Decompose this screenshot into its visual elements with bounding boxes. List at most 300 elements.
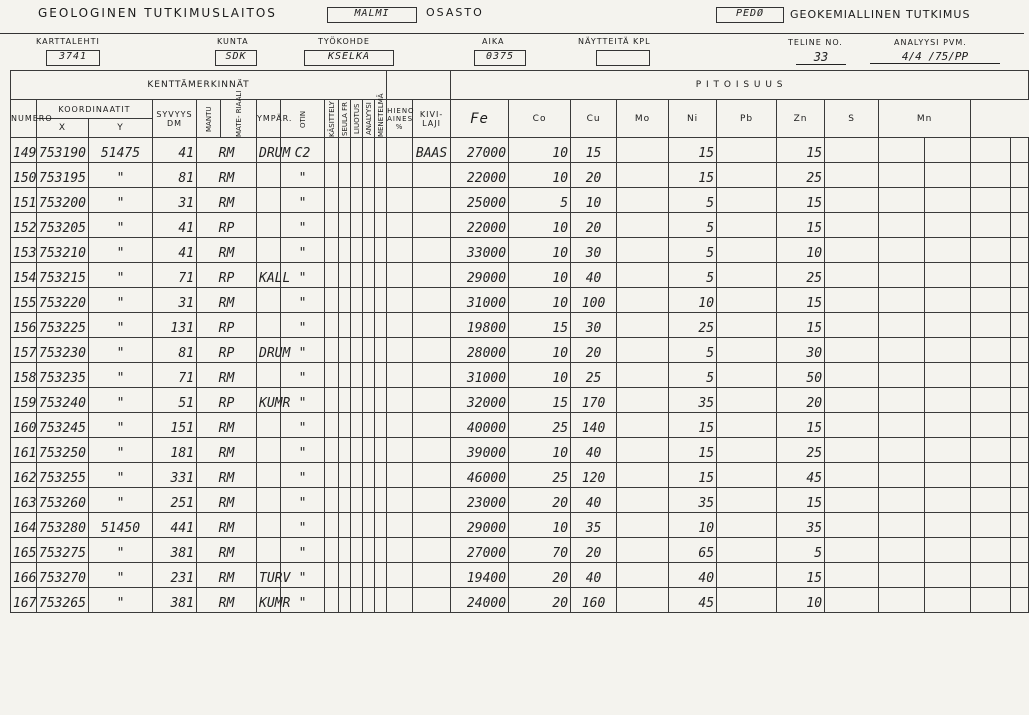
cell-ymp: DRUM (257, 138, 281, 163)
cell-co: 10 (509, 513, 571, 538)
cell-empty (339, 488, 351, 513)
cell-empty (339, 538, 351, 563)
cell-kivi (413, 288, 451, 313)
cell-num: 159 (11, 388, 37, 413)
cell-y: " (89, 588, 153, 613)
cell-empty (339, 188, 351, 213)
table-row (11, 388, 1029, 413)
s-header: S (825, 100, 879, 138)
cell-empty (1011, 513, 1029, 538)
cell-ni: 15 (669, 438, 717, 463)
pct-header: % (395, 122, 404, 131)
table-row (11, 238, 1029, 263)
cell-kivi (413, 388, 451, 413)
cell-fe: 29000 (451, 513, 509, 538)
cell-co: 15 (509, 388, 571, 413)
cell-zn: 20 (777, 388, 825, 413)
cell-zn: 35 (777, 513, 825, 538)
analyysi-header: ANALYYSI (363, 100, 375, 138)
cell-mat: RP (197, 313, 257, 338)
cell-empty (879, 238, 925, 263)
cell-co: 10 (509, 363, 571, 388)
cell-empty (351, 163, 363, 188)
cell-empty (339, 338, 351, 363)
cell-empty (879, 413, 925, 438)
cell-otin: " (281, 538, 325, 563)
cell-empty (351, 563, 363, 588)
cell-empty (325, 238, 339, 263)
otin-header: OTIN (281, 100, 325, 138)
cell-empty (387, 288, 413, 313)
cell-empty (363, 438, 375, 463)
cell-empty (375, 463, 387, 488)
cell-otin: " (281, 463, 325, 488)
cell-num: 167 (11, 588, 37, 613)
cell-empty (375, 213, 387, 238)
cell-ymp (257, 538, 281, 563)
cell-x: 753205 (37, 213, 89, 238)
cell-empty (925, 288, 971, 313)
cell-empty (617, 488, 669, 513)
cell-dm: 181 (153, 438, 197, 463)
cell-empty (925, 563, 971, 588)
cell-num: 164 (11, 513, 37, 538)
cell-otin: " (281, 388, 325, 413)
cell-zn: 25 (777, 263, 825, 288)
cell-cu: 30 (571, 313, 617, 338)
cell-num: 162 (11, 463, 37, 488)
cell-empty (325, 338, 339, 363)
cell-empty (339, 588, 351, 613)
cell-cu: 35 (571, 513, 617, 538)
cell-fe: 23000 (451, 488, 509, 513)
dm-header: DM (166, 118, 183, 128)
cell-zn: 5 (777, 538, 825, 563)
survey-label: GEOKEMIALLINEN TUTKIMUS (790, 8, 971, 21)
table-row (11, 188, 1029, 213)
cell-empty (925, 338, 971, 363)
cell-empty (339, 388, 351, 413)
cell-cu: 20 (571, 213, 617, 238)
data-table (10, 70, 1029, 613)
cell-empty (971, 213, 1011, 238)
cell-empty (387, 538, 413, 563)
cell-co: 20 (509, 488, 571, 513)
y-header: Y (89, 119, 153, 138)
cell-fe: 28000 (451, 338, 509, 363)
cell-empty (971, 438, 1011, 463)
table-row (11, 563, 1029, 588)
cell-otin: " (281, 438, 325, 463)
cell-empty (879, 463, 925, 488)
cell-empty (925, 513, 971, 538)
cell-empty (1011, 238, 1029, 263)
cell-ymp: KUMR (257, 588, 281, 613)
aika-label: AIKA (482, 37, 505, 46)
cell-empty (879, 263, 925, 288)
cell-otin: " (281, 363, 325, 388)
cell-empty (925, 538, 971, 563)
cell-cu: 160 (571, 588, 617, 613)
cell-empty (351, 488, 363, 513)
kunta-label: KUNTA (217, 37, 249, 46)
cell-empty (925, 413, 971, 438)
table-row (11, 513, 1029, 538)
cell-dm: 331 (153, 463, 197, 488)
cell-empty (375, 513, 387, 538)
cell-empty (351, 313, 363, 338)
cell-num: 150 (11, 163, 37, 188)
cell-kivi (413, 313, 451, 338)
mn-header: Mn (879, 100, 971, 138)
cell-empty (351, 338, 363, 363)
cell-ni: 15 (669, 163, 717, 188)
cell-empty (375, 588, 387, 613)
cell-empty (617, 188, 669, 213)
cell-otin: " (281, 413, 325, 438)
cell-kivi (413, 538, 451, 563)
cell-y: " (89, 338, 153, 363)
cell-dm: 131 (153, 313, 197, 338)
cell-co: 10 (509, 238, 571, 263)
cell-empty (351, 388, 363, 413)
cell-cu: 10 (571, 188, 617, 213)
cell-empty (617, 213, 669, 238)
cell-empty (879, 363, 925, 388)
cell-empty (879, 563, 925, 588)
cell-empty (825, 138, 879, 163)
cell-x: 753230 (37, 338, 89, 363)
cell-num: 161 (11, 438, 37, 463)
cell-empty (879, 213, 925, 238)
nayte-label: NÄYTTEITÄ KPL (578, 37, 651, 46)
cell-empty (325, 388, 339, 413)
cell-fe: 22000 (451, 213, 509, 238)
cell-empty (717, 188, 777, 213)
cell-empty (617, 438, 669, 463)
cu-header: Cu (571, 100, 617, 138)
cell-otin: C2 (281, 138, 325, 163)
cell-dm: 71 (153, 263, 197, 288)
cell-ni: 15 (669, 463, 717, 488)
cell-empty (925, 238, 971, 263)
cell-cu: 40 (571, 488, 617, 513)
cell-empty (925, 463, 971, 488)
cell-empty (717, 438, 777, 463)
cell-otin: " (281, 588, 325, 613)
cell-num: 151 (11, 188, 37, 213)
cell-empty (325, 213, 339, 238)
cell-mat: RM (197, 513, 257, 538)
cell-ymp (257, 463, 281, 488)
cell-empty (825, 213, 879, 238)
cell-empty (325, 138, 339, 163)
cell-empty (971, 263, 1011, 288)
cell-zn: 15 (777, 313, 825, 338)
karttalehti-value: 3741 (46, 50, 100, 66)
cell-empty (879, 588, 925, 613)
cell-empty (363, 313, 375, 338)
cell-mat: RM (197, 188, 257, 213)
cell-empty (971, 513, 1011, 538)
cell-empty (375, 188, 387, 213)
cell-empty (325, 188, 339, 213)
cell-empty (375, 413, 387, 438)
cell-empty (339, 513, 351, 538)
cell-empty (825, 188, 879, 213)
cell-ni: 5 (669, 188, 717, 213)
cell-dm: 31 (153, 288, 197, 313)
table-row (11, 363, 1029, 388)
cell-fe: 25000 (451, 188, 509, 213)
seula-header: SEULA FR (339, 100, 351, 138)
cell-empty (351, 513, 363, 538)
cell-empty (1011, 488, 1029, 513)
cell-y: 51475 (89, 138, 153, 163)
cell-empty (617, 588, 669, 613)
cell-dm: 31 (153, 188, 197, 213)
cell-x: 753190 (37, 138, 89, 163)
cell-empty (617, 338, 669, 363)
nayte-box (596, 50, 650, 66)
tyokohde-label: TYÖKOHDE (318, 37, 370, 46)
cell-empty (351, 463, 363, 488)
cell-empty (617, 363, 669, 388)
cell-co: 20 (509, 588, 571, 613)
cell-cu: 40 (571, 263, 617, 288)
cell-fe: 22000 (451, 163, 509, 188)
cell-co: 10 (509, 213, 571, 238)
cell-empty (879, 288, 925, 313)
cell-ni: 35 (669, 488, 717, 513)
table-row (11, 313, 1029, 338)
teline-label: TELINE NO. (788, 38, 843, 47)
cell-empty (1011, 388, 1029, 413)
cell-fe: 33000 (451, 238, 509, 263)
cell-empty (363, 338, 375, 363)
cell-empty (971, 188, 1011, 213)
cell-empty (879, 313, 925, 338)
cell-x: 753275 (37, 538, 89, 563)
kivi-header: KIVI- LAJI (413, 100, 451, 138)
cell-co: 10 (509, 338, 571, 363)
kentta-header: KENTTÄMERKINNÄT (11, 71, 387, 100)
cell-empty (325, 588, 339, 613)
cell-empty (387, 413, 413, 438)
cell-x: 753280 (37, 513, 89, 538)
cell-empty (717, 513, 777, 538)
cell-y: " (89, 363, 153, 388)
cell-dm: 381 (153, 588, 197, 613)
cell-mat: RP (197, 338, 257, 363)
cell-empty (363, 388, 375, 413)
cell-empty (363, 488, 375, 513)
cell-empty (351, 263, 363, 288)
cell-empty (1011, 263, 1029, 288)
cell-empty (971, 163, 1011, 188)
cell-empty (1011, 438, 1029, 463)
cell-num: 163 (11, 488, 37, 513)
cell-x: 753220 (37, 288, 89, 313)
cell-empty (339, 563, 351, 588)
cell-empty (617, 388, 669, 413)
cell-empty (363, 188, 375, 213)
table-row (11, 138, 1029, 163)
cell-empty (375, 438, 387, 463)
cell-empty (717, 463, 777, 488)
cell-empty (1011, 138, 1029, 163)
cell-empty (363, 363, 375, 388)
cell-empty (339, 163, 351, 188)
cell-empty (375, 313, 387, 338)
kunta-value: SDK (215, 50, 257, 66)
cell-empty (339, 313, 351, 338)
cell-empty (339, 438, 351, 463)
cell-empty (351, 363, 363, 388)
cell-empty (351, 413, 363, 438)
cell-kivi (413, 513, 451, 538)
cell-ni: 65 (669, 538, 717, 563)
survey-box: PEDØ (716, 7, 784, 23)
cell-dm: 51 (153, 388, 197, 413)
cell-empty (339, 138, 351, 163)
cell-empty (825, 513, 879, 538)
cell-empty (925, 263, 971, 288)
cell-ymp (257, 363, 281, 388)
cell-empty (325, 163, 339, 188)
cell-otin: " (281, 188, 325, 213)
cell-empty (339, 413, 351, 438)
cell-empty (375, 488, 387, 513)
cell-otin: " (281, 313, 325, 338)
department-label: OSASTO (426, 6, 484, 19)
cell-zn: 25 (777, 438, 825, 463)
cell-fe: 27000 (451, 138, 509, 163)
cell-ni: 45 (669, 588, 717, 613)
cell-empty (351, 188, 363, 213)
cell-empty (925, 438, 971, 463)
cell-otin: " (281, 263, 325, 288)
cell-dm: 251 (153, 488, 197, 513)
cell-empty (339, 238, 351, 263)
cell-empty (351, 213, 363, 238)
karttalehti-label: KARTTALEHTI (36, 37, 100, 46)
cell-cu: 120 (571, 463, 617, 488)
cell-ni: 35 (669, 388, 717, 413)
cell-mat: RM (197, 438, 257, 463)
cell-empty (925, 388, 971, 413)
cell-zn: 10 (777, 588, 825, 613)
cell-kivi (413, 588, 451, 613)
cell-x: 753255 (37, 463, 89, 488)
cell-empty (717, 288, 777, 313)
cell-ymp (257, 188, 281, 213)
cell-empty (825, 413, 879, 438)
cell-x: 753195 (37, 163, 89, 188)
cell-cu: 25 (571, 363, 617, 388)
cell-empty (617, 288, 669, 313)
cell-fe: 19800 (451, 313, 509, 338)
cell-dm: 231 (153, 563, 197, 588)
cell-fe: 29000 (451, 263, 509, 288)
cell-empty (971, 588, 1011, 613)
cell-x: 753250 (37, 438, 89, 463)
cell-empty (617, 263, 669, 288)
cell-empty (925, 138, 971, 163)
cell-empty (971, 363, 1011, 388)
cell-empty (387, 488, 413, 513)
cell-num: 156 (11, 313, 37, 338)
cell-mat: RM (197, 413, 257, 438)
cell-ymp (257, 488, 281, 513)
cell-empty (325, 538, 339, 563)
cell-empty (363, 513, 375, 538)
cell-empty (339, 463, 351, 488)
syvyys-header: SYVYYS (156, 109, 193, 119)
cell-empty (375, 288, 387, 313)
cell-empty (325, 413, 339, 438)
cell-empty (351, 588, 363, 613)
cell-empty (387, 563, 413, 588)
cell-dm: 81 (153, 338, 197, 363)
cell-empty (971, 288, 1011, 313)
cell-num: 158 (11, 363, 37, 388)
cell-fe: 31000 (451, 288, 509, 313)
cell-ymp: KUMR (257, 388, 281, 413)
cell-ymp (257, 413, 281, 438)
cell-otin: " (281, 238, 325, 263)
cell-x: 753200 (37, 188, 89, 213)
cell-empty (1011, 363, 1029, 388)
cell-empty (617, 138, 669, 163)
cell-empty (1011, 188, 1029, 213)
cell-cu: 30 (571, 238, 617, 263)
cell-fe: 32000 (451, 388, 509, 413)
cell-fe: 46000 (451, 463, 509, 488)
cell-y: " (89, 538, 153, 563)
cell-empty (387, 388, 413, 413)
cell-empty (971, 488, 1011, 513)
cell-otin: " (281, 488, 325, 513)
cell-empty (925, 363, 971, 388)
cell-empty (387, 363, 413, 388)
cell-cu: 140 (571, 413, 617, 438)
cell-y: " (89, 313, 153, 338)
cell-y: " (89, 488, 153, 513)
cell-zn: 10 (777, 238, 825, 263)
cell-empty (363, 463, 375, 488)
cell-mat: RM (197, 138, 257, 163)
cell-otin: " (281, 513, 325, 538)
cell-empty (971, 313, 1011, 338)
cell-empty (363, 538, 375, 563)
cell-y: " (89, 438, 153, 463)
cell-dm: 81 (153, 163, 197, 188)
cell-dm: 41 (153, 213, 197, 238)
cell-empty (879, 438, 925, 463)
cell-empty (825, 488, 879, 513)
cell-empty (387, 313, 413, 338)
cell-empty (325, 288, 339, 313)
cell-empty (325, 563, 339, 588)
cell-zn: 50 (777, 363, 825, 388)
cell-empty (375, 338, 387, 363)
cell-empty (825, 338, 879, 363)
cell-empty (825, 238, 879, 263)
cell-empty (825, 388, 879, 413)
cell-kivi (413, 413, 451, 438)
analyysi-value: 4/4 /75/PP (870, 50, 1000, 64)
